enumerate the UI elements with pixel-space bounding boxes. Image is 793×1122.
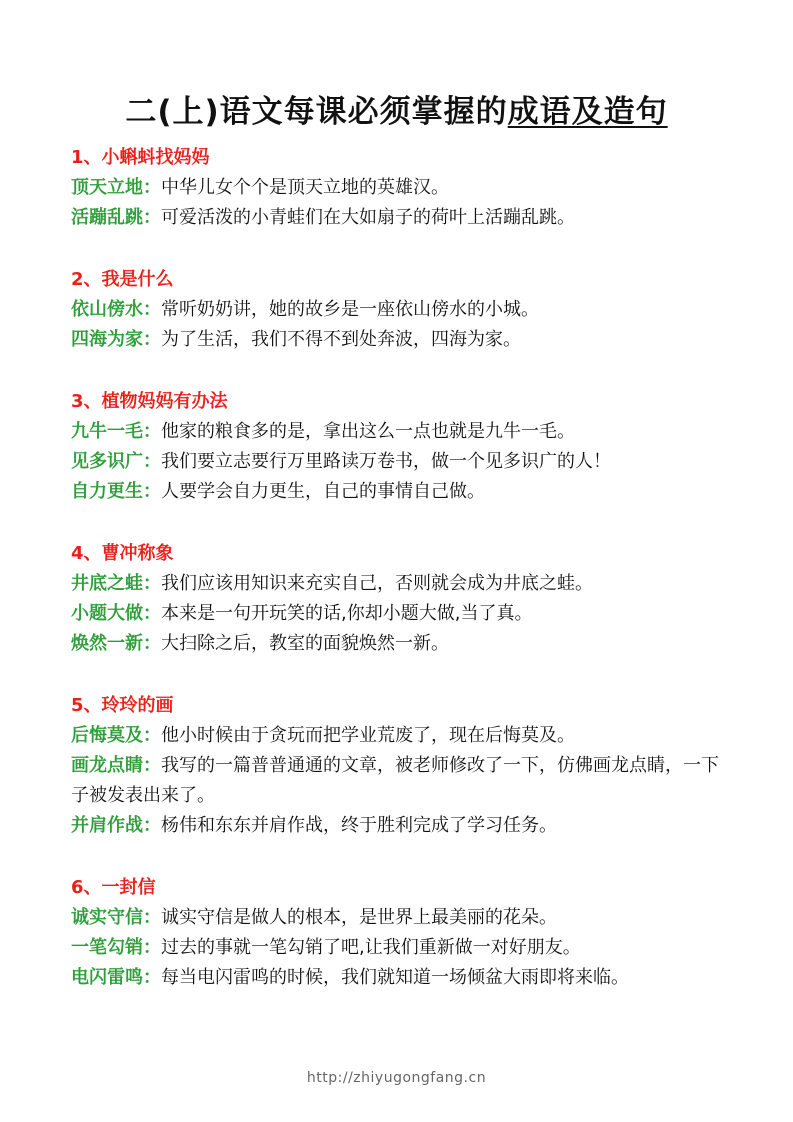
idiom-entry: [71, 447, 731, 477]
idiom-sentence: 每当电闪雷鸣的时候，我们就知道一场倾盆大雨即将来临。: [161, 967, 629, 988]
idiom-term: 顶天立地：: [71, 177, 161, 198]
idiom-term: 一笔勾销：: [71, 937, 161, 958]
lesson-section-5: [71, 691, 731, 841]
idiom-sentence: 我们应该用知识来充实自己，否则就会成为井底之蛙。: [161, 573, 593, 594]
idiom-entry: [71, 903, 731, 933]
idiom-entry: [71, 599, 731, 629]
lesson-heading: 1、小蝌蚪找妈妈: [71, 147, 210, 168]
idiom-entry: [71, 477, 731, 507]
idiom-sentence: 过去的事就一笔勾销了吧,让我们重新做一对好朋友。: [161, 937, 581, 958]
page-title-main: 二(上)语文每课必须掌握的: [125, 94, 508, 130]
lesson-section-1: [71, 143, 731, 233]
idiom-sentence: 诚实守信是做人的根本，是世界上最美丽的花朵。: [161, 907, 557, 928]
idiom-sentence: 可爱活泼的小青蛙们在大如扇子的荷叶上活蹦乱跳。: [161, 207, 575, 228]
lesson-section-4: [71, 539, 731, 659]
idiom-entry: [71, 933, 731, 963]
idiom-term: 诚实守信：: [71, 907, 161, 928]
lesson-heading: 2、我是什么: [71, 269, 174, 290]
idiom-term: 活蹦乱跳：: [71, 207, 161, 228]
idiom-entry: [71, 721, 731, 751]
idiom-term: 四海为家：: [71, 329, 161, 350]
idiom-entry: [71, 963, 731, 993]
lesson-section-3: [71, 387, 731, 507]
idiom-entry: [71, 173, 731, 203]
idiom-sentence: 他家的粮食多的是，拿出这么一点也就是九牛一毛。: [161, 421, 575, 442]
lesson-heading: 6、一封信: [71, 877, 156, 898]
page-title: [0, 92, 793, 132]
idiom-sentence: 本来是一句开玩笑的话,你却小题大做,当了真。: [161, 603, 533, 624]
idiom-entry: [71, 295, 731, 325]
idiom-term: 电闪雷鸣：: [71, 967, 161, 988]
idiom-term: 后悔莫及：: [71, 725, 161, 746]
idiom-term: 井底之蛙：: [71, 573, 161, 594]
idiom-term: 见多识广：: [71, 451, 161, 472]
idiom-sentence: 我写的一篇普普通通的文章，被老师修改了一下，仿佛画龙点睛，一下子被发表出来了。: [71, 755, 719, 806]
idiom-sentence: 杨伟和东东并肩作战，终于胜利完成了学习任务。: [161, 815, 557, 836]
idiom-term: 依山傍水：: [71, 299, 161, 320]
lesson-section-2: [71, 265, 731, 355]
lesson-heading: 5、玲玲的画: [71, 695, 174, 716]
idiom-entry: [71, 811, 731, 841]
idiom-term: 并肩作战：: [71, 815, 161, 836]
idiom-term: 九牛一毛：: [71, 421, 161, 442]
idiom-sentence: 大扫除之后，教室的面貌焕然一新。: [161, 633, 449, 654]
idiom-entry: [71, 417, 731, 447]
idiom-sentence: 中华儿女个个是顶天立地的英雄汉。: [161, 177, 449, 198]
idiom-sentence: 常听奶奶讲，她的故乡是一座依山傍水的小城。: [161, 299, 539, 320]
idiom-entry: [71, 569, 731, 599]
idiom-entry: [71, 203, 731, 233]
idiom-term: 画龙点睛：: [71, 755, 161, 776]
idiom-entry: [71, 629, 731, 659]
lesson-section-6: [71, 873, 731, 993]
idiom-term: 小题大做：: [71, 603, 161, 624]
idiom-sentence: 我们要立志要行万里路读万卷书，做一个见多识广的人！: [161, 451, 611, 472]
idiom-sentence: 他小时候由于贪玩而把学业荒废了，现在后悔莫及。: [161, 725, 575, 746]
idiom-entry: [71, 325, 731, 355]
idiom-sentence: 人要学会自力更生，自己的事情自己做。: [161, 481, 485, 502]
idiom-term: 自力更生：: [71, 481, 161, 502]
lesson-list: [71, 143, 731, 1025]
idiom-sentence: 为了生活，我们不得不到处奔波，四海为家。: [161, 329, 521, 350]
lesson-heading: 4、曹冲称象: [71, 543, 174, 564]
idiom-entry: [71, 751, 721, 811]
page-title-underlined: 成语及造句: [507, 94, 668, 130]
idiom-term: 焕然一新：: [71, 633, 161, 654]
footer-url: http://zhiyugongfang.cn: [306, 1070, 487, 1086]
lesson-heading: 3、植物妈妈有办法: [71, 391, 228, 412]
